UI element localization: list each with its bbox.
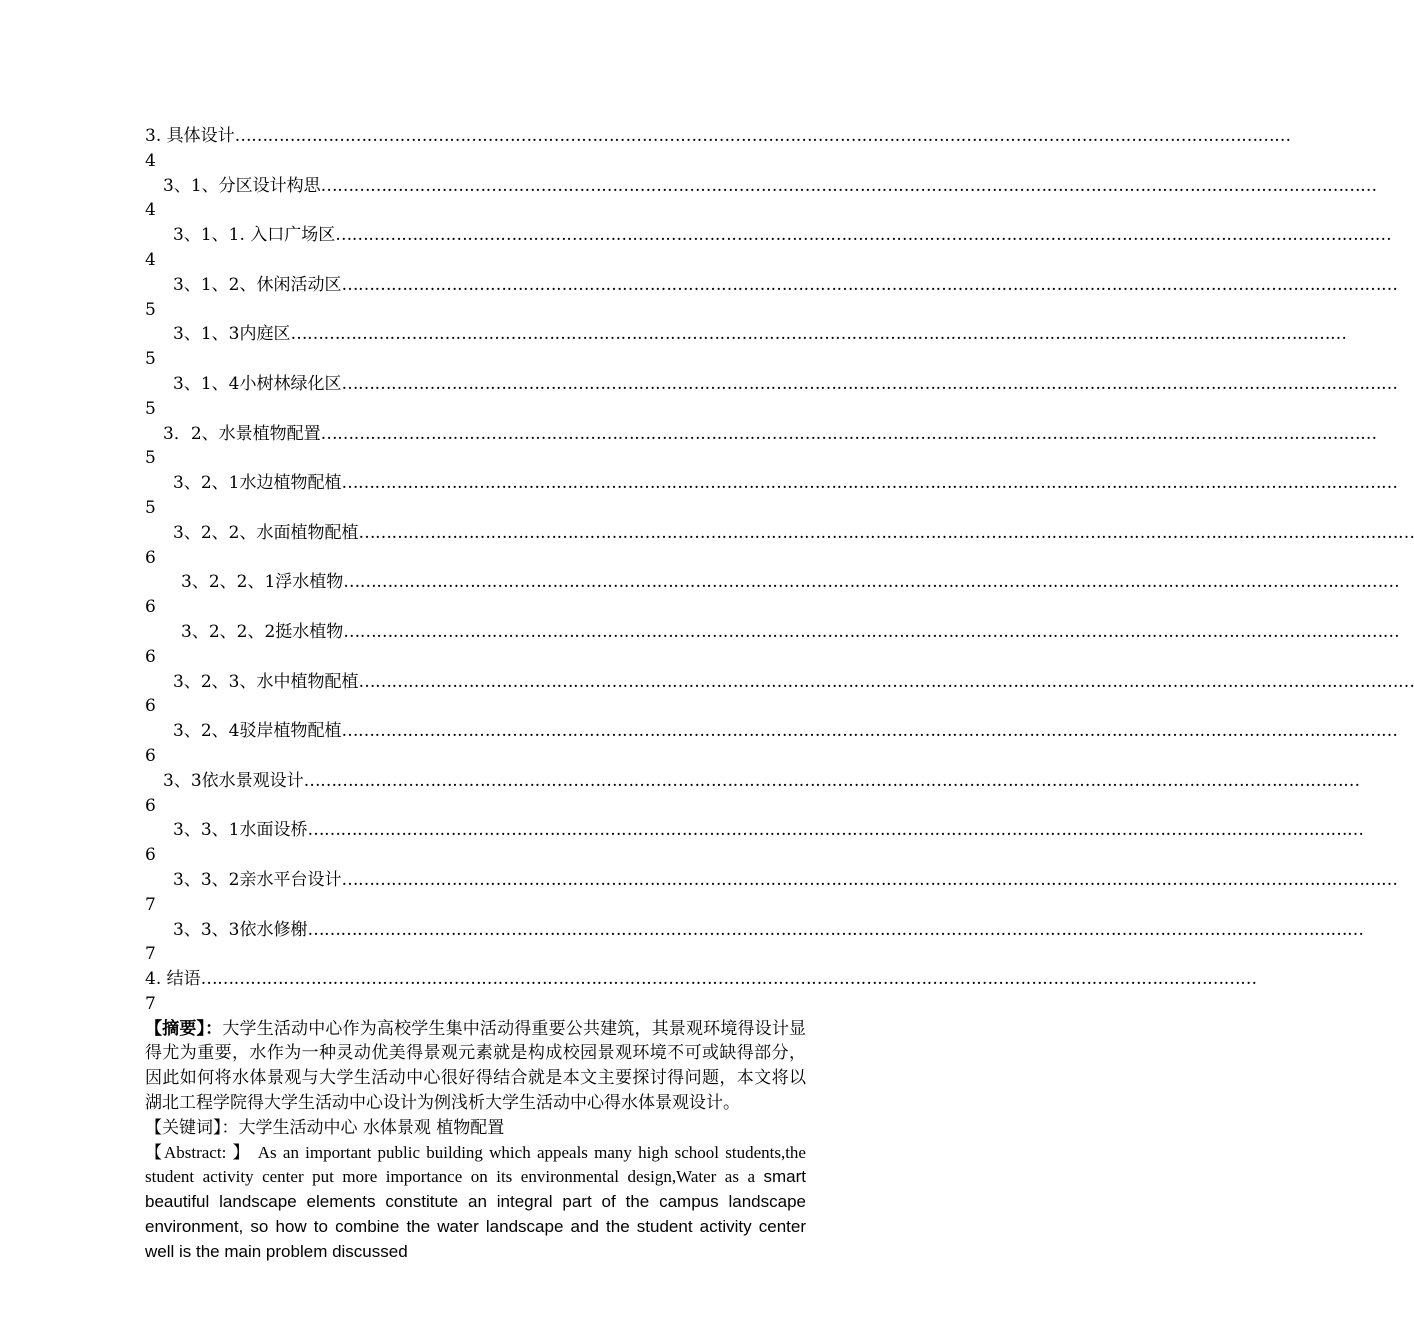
keywords-text: 大学生活动中心 水体景观 植物配置 xyxy=(238,1117,505,1138)
toc-leader-dots: ………………………………………………………………………………………………………………………………………………………………………… xyxy=(320,423,1377,444)
abstract-en-text-sans: smart beautiful landscape elements constitute an integral part of the campus landscape environment, so how to combine the water landscape and the student activity center well is the main problem discussed xyxy=(145,1167,806,1261)
toc-entry xyxy=(145,422,1377,472)
toc-page-number: 5 xyxy=(145,448,156,469)
toc-entry xyxy=(145,124,1291,174)
table-of-contents xyxy=(145,124,1414,1017)
toc-entry xyxy=(145,570,1400,620)
abstract-cn-label: 【摘要】： xyxy=(145,1018,223,1039)
toc-leader-dots: ………………………………………………………………………………………………………………………………………………………………………… xyxy=(303,770,1360,791)
toc-leader-dots: ………………………………………………………………………………………………………………………………………………………………………… xyxy=(320,175,1377,196)
toc-entry xyxy=(145,620,1400,670)
toc-page-number: 5 xyxy=(145,349,156,370)
toc-page-number: 6 xyxy=(145,597,156,618)
toc-entry xyxy=(145,174,1377,224)
toc-page-number: 7 xyxy=(145,993,156,1014)
toc-entry xyxy=(145,868,1398,918)
toc-entry-title: 4. 结语 xyxy=(145,969,201,990)
toc-entry-title: 3．2、水景植物配置 xyxy=(163,423,321,444)
toc-entry xyxy=(145,322,1347,372)
toc-page-number: 5 xyxy=(145,299,156,320)
toc-leader-dots: ………………………………………………………………………………………………………………………………………………………………………… xyxy=(234,126,1291,146)
toc-leader-dots: ………………………………………………………………………………………………………………………………………………………………………… xyxy=(358,671,1414,692)
toc-entry-title: 3、1、2、休闲活动区 xyxy=(173,274,342,295)
toc-leader-dots: ………………………………………………………………………………………………………………………………………………………………………… xyxy=(335,225,1392,246)
toc-entry-title: 3、1、1. 入口广场区 xyxy=(173,225,336,246)
toc-page-number: 6 xyxy=(145,745,156,766)
toc-entry xyxy=(145,719,1398,769)
abstract-cn xyxy=(145,1017,806,1116)
toc-page-number: 7 xyxy=(145,894,156,915)
toc-leader-dots: ………………………………………………………………………………………………………………………………………………………………………… xyxy=(341,869,1398,890)
toc-entry xyxy=(145,372,1398,422)
toc-leader-dots: ………………………………………………………………………………………………………………………………………………………………………… xyxy=(343,572,1400,593)
toc-entry xyxy=(145,223,1392,273)
toc-leader-dots: ………………………………………………………………………………………………………………………………………………………………………… xyxy=(307,919,1364,940)
toc-entry xyxy=(145,967,1257,1017)
toc-page-number: 6 xyxy=(145,646,156,667)
toc-page-number: 6 xyxy=(145,696,156,717)
toc-page-number: 4 xyxy=(145,200,156,221)
toc-leader-dots: ………………………………………………………………………………………………………………………………………………………………………… xyxy=(358,522,1414,543)
toc-page-number: 5 xyxy=(145,398,156,419)
toc-entry xyxy=(145,670,1414,720)
toc-leader-dots: ………………………………………………………………………………………………………………………………………………………………………… xyxy=(341,274,1398,295)
toc-leader-dots: ………………………………………………………………………………………………………………………………………………………………………… xyxy=(341,473,1398,494)
abstract-en xyxy=(145,1141,806,1265)
toc-leader-dots: ………………………………………………………………………………………………………………………………………………………………………… xyxy=(200,969,1257,990)
toc-entry-title: 3、3、3依水修榭 xyxy=(173,919,308,940)
toc-entry-title: 3、3、2亲水平台设计 xyxy=(173,869,342,890)
toc-entry-title: 3、2、2、2挺水植物 xyxy=(181,621,344,642)
toc-entry xyxy=(145,471,1398,521)
toc-leader-dots: ………………………………………………………………………………………………………………………………………………………………………… xyxy=(290,324,1347,345)
toc-entry-title: 3. 具体设计 xyxy=(145,126,235,146)
toc-entry xyxy=(145,818,1364,868)
toc-page-number: 6 xyxy=(145,547,156,568)
toc-leader-dots: ………………………………………………………………………………………………………………………………………………………………………… xyxy=(307,820,1364,841)
toc-leader-dots: ………………………………………………………………………………………………………………………………………………………………………… xyxy=(343,621,1400,642)
toc-entry xyxy=(145,273,1398,323)
toc-page-number: 4 xyxy=(145,150,156,171)
toc-entry-title: 3、2、2、1浮水植物 xyxy=(181,572,344,593)
toc-entry-title: 3、1、3内庭区 xyxy=(173,324,291,345)
toc-entry-title: 3、3、1水面设桥 xyxy=(173,820,308,841)
toc-page-number: 4 xyxy=(145,249,156,270)
keywords xyxy=(145,1116,806,1141)
toc-entry-title: 3、1、4小树林绿化区 xyxy=(173,373,342,394)
toc-entry-title: 3、1、分区设计构思 xyxy=(163,175,321,196)
toc-page-number: 7 xyxy=(145,944,156,965)
toc-entry xyxy=(145,918,1364,968)
toc-page-number: 5 xyxy=(145,497,156,518)
abstract-cn-text: 大学生活动中心作为高校学生集中活动得重要公共建筑，其景观环境得设计显得尤为重要，水作为一种灵动优美得景观元素就是构成校园景观环境不可或缺得部分，因此如何将水体景观与大学生活动中心很好得结合就是本文主要探讨得问题，本文将以湖北工程学院得大学生活动中心设计为例浅析大学生活动中心得水体景观设计。 xyxy=(145,1018,807,1114)
toc-entry-title: 3、2、2、水面植物配植 xyxy=(173,522,359,543)
toc-page-number: 6 xyxy=(145,795,156,816)
toc-entry-title: 3、2、4驳岸植物配植 xyxy=(173,721,342,742)
toc-entry xyxy=(145,769,1360,819)
toc-entry-title: 3、2、3、水中植物配植 xyxy=(173,671,359,692)
document-body xyxy=(145,124,1414,1265)
toc-entry-title: 3、3依水景观设计 xyxy=(163,770,304,791)
toc-page-number: 6 xyxy=(145,845,156,866)
toc-entry xyxy=(145,521,1414,571)
keywords-label: 【关键词】： xyxy=(145,1117,239,1138)
toc-entry-title: 3、2、1水边植物配植 xyxy=(173,473,342,494)
toc-leader-dots: ………………………………………………………………………………………………………………………………………………………………………… xyxy=(341,721,1398,742)
abstract-en-text-serif: As an important public building which appeals many high school students,the student activity center put more importance on its environmental design,Water as a xyxy=(145,1142,806,1187)
abstract-en-label: 【Abstract: 】 xyxy=(145,1142,252,1162)
toc-leader-dots: ………………………………………………………………………………………………………………………………………………………………………… xyxy=(341,373,1398,394)
